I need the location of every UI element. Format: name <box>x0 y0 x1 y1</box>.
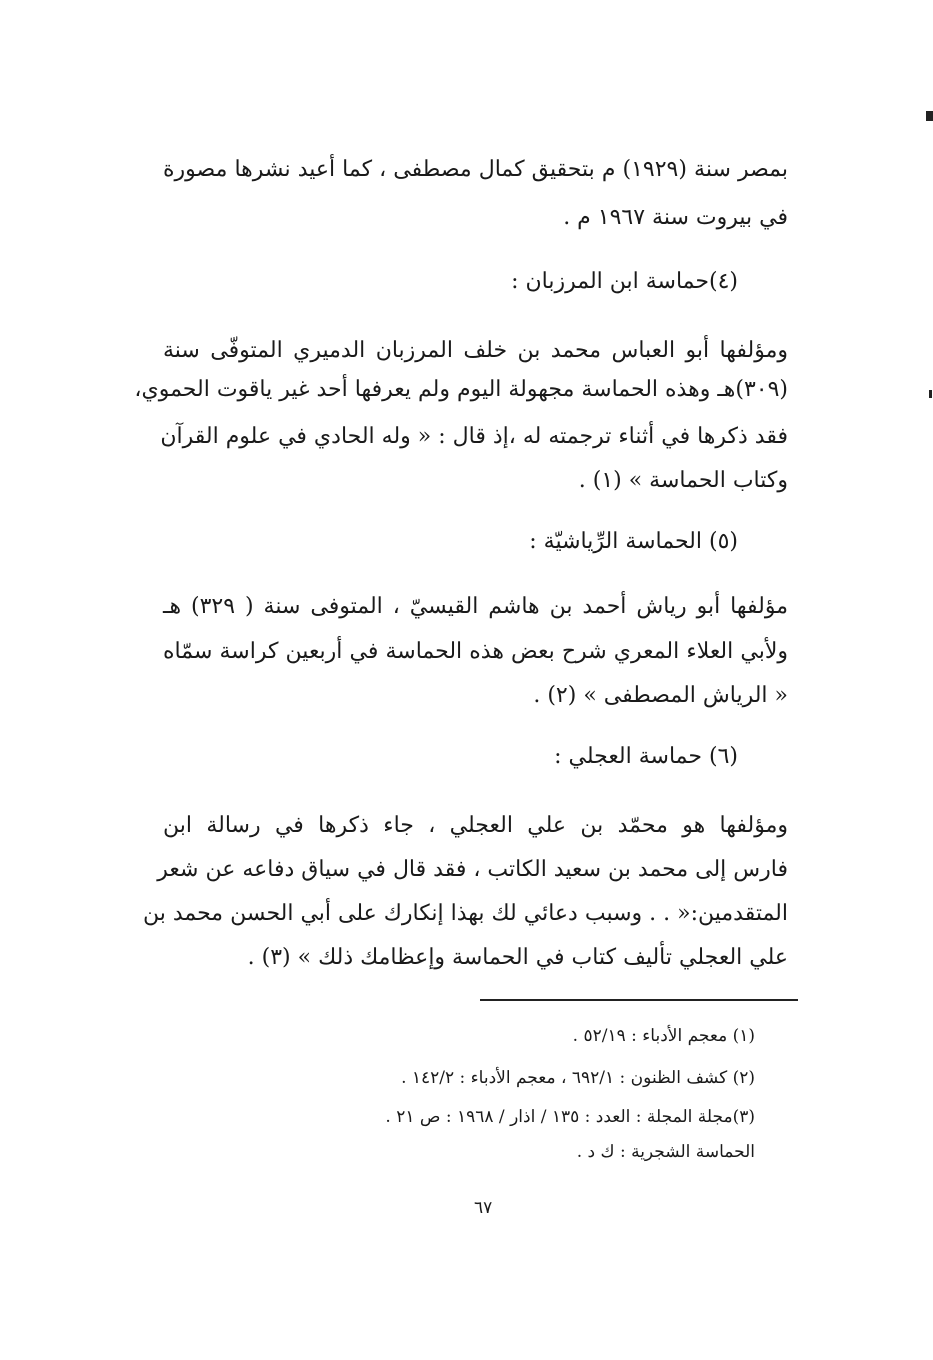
body-line: ومؤلفها هو محمّد بن علي العجلي ، جاء ذكرها في رسالة ابن <box>163 813 788 838</box>
footnote: (٣)مجلة المجلة : العدد : ١٣٥ / اذار / ١٩٦٨ : ص ٢١ . <box>385 1107 755 1127</box>
section-heading: (٦) حماسة العجلي : <box>554 744 738 769</box>
section-heading: (٥) الحماسة الرِّياشيّة : <box>529 529 738 554</box>
body-line: فقد ذكرها في أثناء ترجمته له ،إذ قال : « وله الحادي في علوم القرآن <box>160 424 788 449</box>
footnote: (٢) كشف الظنون : ٦٩٢/١ ، معجم الأدباء : ١٤٢/٢ . <box>401 1068 755 1088</box>
body-line: « الرياش المصطفى » (٢) . <box>533 683 788 708</box>
body-line: فارس إلى محمد بن سعيد الكاتب ، فقد قال في سياق دفاعه عن شعر <box>157 857 788 882</box>
section-heading: (٤)حماسة ابن المرزبان : <box>511 269 738 294</box>
body-line: ومؤلفها أبو العباس محمد بن خلف المرزبان الدميري المتوفّى سنة <box>163 338 788 363</box>
body-line: ولأبي العلاء المعري شرح بعض هذه الحماسة في أربعين كراسة سمّاه <box>163 639 788 664</box>
body-line: وكتاب الحماسة » (١) . <box>578 468 788 493</box>
page-number: ٦٧ <box>474 1198 493 1218</box>
footnote: (١) معجم الأدباء : ٥٢/١٩ . <box>572 1026 755 1046</box>
body-line: مؤلفها أبو رياش أحمد بن هاشم القيسيّ ، المتوفى سنة ( ٣٢٩) هـ <box>163 594 789 619</box>
body-line: (٣٠٩)هـ وهذه الحماسة مجهولة اليوم ولم يعرفها أحد غير ياقوت الحموي، <box>134 377 788 402</box>
body-line: علي العجلي تأليف كتاب في الحماسة وإعظامك ذلك » (٣) . <box>247 945 788 970</box>
footnote: الحماسة الشجرية : ك د . <box>576 1142 755 1162</box>
footnote-rule <box>480 999 798 1001</box>
body-line: في بيروت سنة ١٩٦٧ م . <box>563 205 788 230</box>
margin-mark <box>926 111 933 121</box>
margin-mark <box>929 390 932 398</box>
body-line: المتقدمين:« . . وسبب دعائي لك بهذا إنكارك على أبي الحسن محمد بن <box>142 901 788 926</box>
body-line: بمصر سنة (١٩٢٩) م بتحقيق كمال مصطفى ، كما أعيد نشرها مصورة <box>163 157 789 182</box>
